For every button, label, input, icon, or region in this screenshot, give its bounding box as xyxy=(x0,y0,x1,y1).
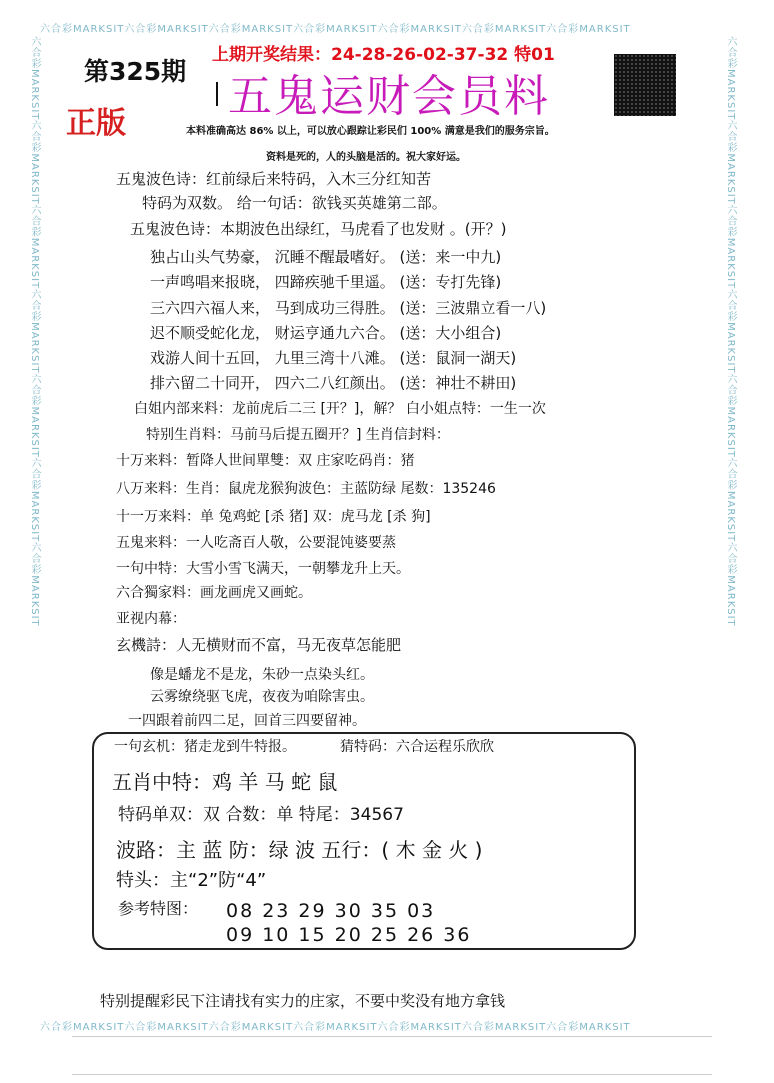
atv-insider: 亚视内幕： xyxy=(116,611,186,627)
wave-element-pick: 波路：主 蓝 防：绿 波 五行：( 木 金 火 ) xyxy=(116,838,483,862)
odd-even-pick: 特码单双：双 合数：单 特尾：34567 xyxy=(118,805,404,825)
riddle: 一句玄机：猪走龙到牛特报。 xyxy=(114,739,296,755)
qr-code-icon xyxy=(614,54,676,116)
five-zodiac-pick: 五肖中特：鸡 羊 马 蛇 鼠 xyxy=(112,770,338,794)
five-ghost-source: 五鬼来料：一人吃斋百人敬，公要混饨婆要蒸 xyxy=(116,535,396,551)
tier-80k: 八万来料：生肖：鼠虎龙猴狗波色：主蓝防绿 尾数：135246 xyxy=(116,481,496,497)
guess-special: 猜特码：六合运程乐欣欣 xyxy=(340,739,494,755)
tier-100k: 十万来料：暂降人世间單雙：双 庄家吃码肖：猪 xyxy=(116,453,415,469)
watermark-border-bottom: 六合彩MARKSIT六合彩MARKSIT六合彩MARKSIT六合彩MARKSIT六合彩MARKSIT六合彩MARKSIT六合彩MARKSIT xyxy=(40,1022,631,1032)
reference-label: 参考特图： xyxy=(118,899,199,918)
wave-poem-1: 五鬼波色诗：红前绿后来特码，入木三分红知苦 xyxy=(116,170,432,188)
verse-line: 迟不顺受蛇化龙， 财运亨通九六合。 (送：大小组合) xyxy=(150,324,502,342)
title-divider xyxy=(216,82,218,106)
poem-line: 像是蟠龙不是龙，朱砂一点染头红。 xyxy=(150,667,374,683)
one-line-special: 一句中特：大雪小雪飞满天，一朝攀龙升上天。 xyxy=(116,561,410,577)
edition-label: 正版 xyxy=(66,106,126,141)
watermark-border-top: 六合彩MARKSIT六合彩MARKSIT六合彩MARKSIT六合彩MARKSIT六合彩MARKSIT六合彩MARKSIT六合彩MARKSIT xyxy=(40,24,631,34)
poem-line: 云雾缭绕驱飞虎，夜夜为咱除害虫。 xyxy=(150,689,374,705)
special-zodiac: 特别生肖料：马前马后提五圈开？] 生肖信封料： xyxy=(146,427,450,443)
verse-line: 一声鸣唱来报晓， 四蹄疾驰千里遥。 (送：专打先锋) xyxy=(150,273,502,291)
reference-row-1: 08 23 29 30 35 03 xyxy=(226,900,436,922)
baijie-internal: 白姐内部来料：龙前虎后二三 [开？]，解？ 白小姐点特：一生一次 xyxy=(134,401,546,417)
reference-row-2: 09 10 15 20 25 26 36 xyxy=(226,924,472,946)
page-edge xyxy=(72,1036,712,1037)
motto: 资料是死的，人的头脑是活的。祝大家好运。 xyxy=(266,152,466,163)
watermark-border-left: 六合彩MARKSIT六合彩MARKSIT六合彩MARKSIT六合彩MARKSIT六合彩MARKSIT六合彩MARKSIT六合彩MARKSIT xyxy=(29,36,40,627)
verse-line: 戏游人间十五回， 九里三湾十八滩。 (送：鼠洞一湖天) xyxy=(150,349,517,367)
previous-result: 上期开奖结果：24-28-26-02-37-32 特01 xyxy=(212,45,555,65)
verse-line: 三六四六福人来， 马到成功三得胜。 (送：三波鼎立看一八) xyxy=(150,299,547,317)
verse-line: 排六留二十同开， 四六二八红颜出。 (送：神壮不耕田) xyxy=(150,374,517,392)
tier-110k: 十一万来料：单 兔鸡蛇 [杀 猪] 双：虎马龙 [杀 狗] xyxy=(116,509,431,525)
page-title: 五鬼运财会员料 xyxy=(228,71,550,122)
head-pick: 特头：主“2”防“4” xyxy=(116,870,267,891)
wave-poem-2: 五鬼波色诗：本期波色出绿红，马虎看了也发财 。(开？) xyxy=(130,220,507,238)
mystery-poem: 玄機詩：人无横财而不富，马无夜草怎能肥 xyxy=(116,636,402,654)
verse-line: 独占山头气势豪， 沉睡不醒最嗜好。 (送：来一中九) xyxy=(150,248,502,266)
watermark-border-right: 六合彩MARKSIT六合彩MARKSIT六合彩MARKSIT六合彩MARKSIT六合彩MARKSIT六合彩MARKSIT六合彩MARKSIT xyxy=(725,36,736,627)
poem-line: 一四跟着前四二足，回首三四要留神。 xyxy=(128,713,366,729)
exclusive-source: 六合獨家料：画龙画虎又画蛇。 xyxy=(116,585,312,601)
accuracy-claim: 本料准确高达 86% 以上，可以放心跟踪让彩民们 100% 满意是我们的服务宗旨。 xyxy=(186,126,555,137)
issue-number: 第325期 xyxy=(84,57,187,86)
footer-warning: 特别提醒彩民下注请找有实力的庄家，不要中奖没有地方拿钱 xyxy=(100,992,506,1010)
page-edge xyxy=(72,1074,712,1075)
special-parity: 特码为双数。 给一句话：欲钱买英雄第二部。 xyxy=(142,194,447,212)
